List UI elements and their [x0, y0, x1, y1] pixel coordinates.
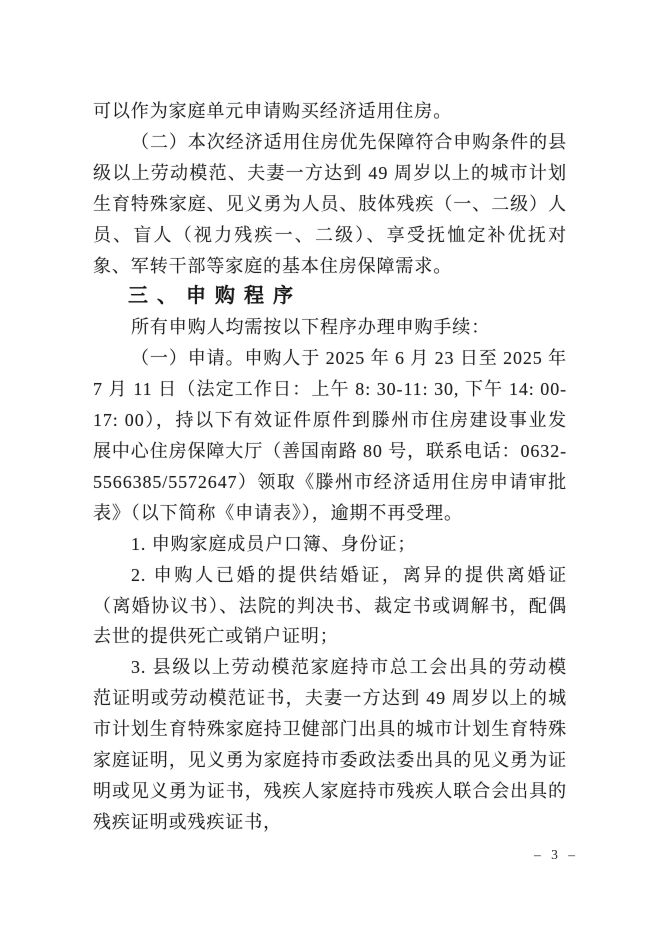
paragraph-required-doc-1: 1. 申购家庭成员户口簿、身份证； — [131, 533, 417, 554]
paragraph-application-details: （一）申请。申购人于 2025 年 6 月 23 日至 2025 年 7 月 11 日（法定工作日：上午 8: 30-11: 30, 下午 14: 00-17: 00），持以下有效证件原件到滕州市住房建设事业发展中心住房保障大厅（善国南路 80 号，联系电话：0632-5566385/5572647）领取《滕州市经济适用住房申请审批表》（以下简称《申请表》），逾期不再受理。 — [93, 348, 567, 523]
page-number: – 3 – — [534, 847, 577, 862]
paragraph-required-doc-3: 3. 县级以上劳动模范家庭持市总工会出具的劳动模范证明或劳动模范证书，夫妻一方达到 49 周岁以上的城市计划生育特殊家庭持卫健部门出具的城市计划生育特殊家庭证明，见义勇为家庭持市委政法委出具的见义勇为证明或见义勇为证书，残疾人家庭持市残疾人联合会出具的残疾证明或残疾证书， — [93, 657, 567, 832]
document-content — [93, 96, 567, 838]
paragraph-required-doc-2: 2. 申购人已婚的提供结婚证，离异的提供离婚证（离婚协议书）、法院的判决书、裁定书或调解书，配偶去世的提供死亡或销户证明； — [93, 564, 567, 647]
paragraph-continuation: 可以作为家庭单元申请购买经济适用住房。 — [93, 101, 453, 121]
paragraph-priority-groups: （二）本次经济适用住房优先保障符合申购条件的县级以上劳动模范、夫妻一方达到 49 周岁以上的城市计划生育特殊家庭、见义勇为人员、肢体残疾（一、二级）人员、盲人（视力残疾一、二级）、享受抚恤定补优抚对象、军转干部等家庭的基本住房保障需求。 — [93, 131, 567, 276]
paragraph-procedure-intro: 所有申购人均需按以下程序办理申购手续： — [131, 317, 491, 338]
section-heading-procedure: 三、申购程序 — [128, 285, 302, 308]
